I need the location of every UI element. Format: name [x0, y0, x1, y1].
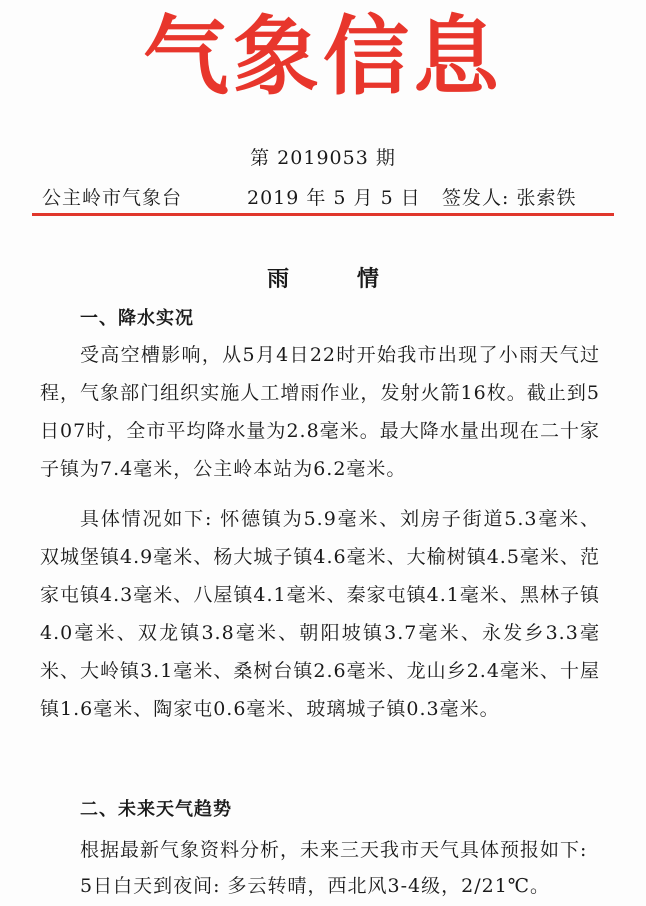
forecast-day1: 5日白天到夜间: 多云转晴，西北风3-4级，2/21℃。	[80, 875, 551, 897]
section-heading-precipitation: 一、降水实况	[80, 308, 194, 329]
signer: 签发人: 张索铁	[442, 187, 577, 209]
paragraph-summary: 受高空槽影响，从5月4日22时开始我市出现了小雨天气过程，气象部门组织实施人工增雨作业，发射火箭16枚。截止到5日07时，全市平均降水量为2.8毫米。最大降水量出现在二十家子镇为7.4毫米，公主岭本站为6.2毫米。	[40, 344, 600, 480]
masthead-title: 气象信息	[143, 7, 503, 107]
section-heading-forecast: 二、未来天气趋势	[80, 799, 232, 820]
paragraph-details: 具体情况如下: 怀德镇为5.9毫米、刘房子街道5.3毫米、双城堡镇4.9毫米、杨大城子镇4.6毫米、大榆树镇4.5毫米、范家屯镇4.3毫米、八屋镇4.1毫米、秦家屯镇4.1毫米、黑林子镇4.0毫米、双龙镇3.8毫米、朝阳坡镇3.7毫米、永发乡3.3毫米、大岭镇3.1毫米、桑树台镇2.6毫米、龙山乡2.4毫米、十屋镇1.6毫米、陶家屯0.6毫米、玻璃城子镇0.3毫米。	[40, 508, 600, 720]
issue-number: 第 2019053 期	[250, 147, 396, 169]
meta-row	[42, 183, 602, 211]
article-headline: 雨 情	[267, 267, 379, 292]
issue-date: 2019 年 5 月 5 日	[247, 187, 421, 209]
forecast-intro: 根据最新气象资料分析，未来三天我市天气具体预报如下:	[80, 839, 588, 861]
organization-name: 公主岭市气象台	[42, 187, 183, 209]
red-divider	[32, 213, 614, 216]
forecast-block	[80, 832, 620, 904]
